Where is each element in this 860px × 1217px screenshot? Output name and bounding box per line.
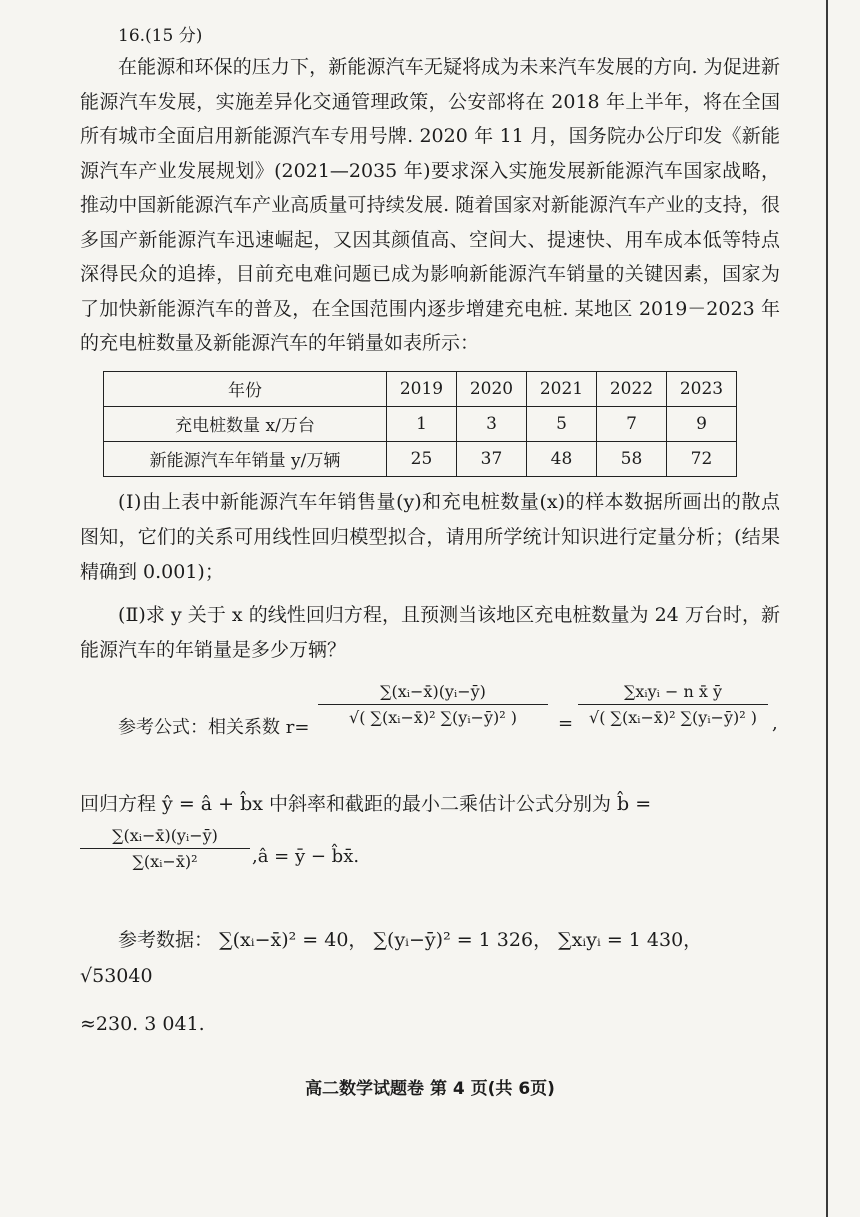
table-cell: 7 <box>597 406 667 441</box>
table-cell: 3 <box>457 406 527 441</box>
fraction-1-denominator: √( ∑(xᵢ−x̄)² ∑(yᵢ−ȳ)² ) <box>349 707 517 727</box>
intercept-formula: ,â = ȳ − b̂x̄. <box>252 845 360 867</box>
table-cell: 9 <box>667 406 737 441</box>
fraction-1-numerator: ∑(xᵢ−x̄)(yᵢ−ȳ) <box>380 681 486 701</box>
question-number: 16.(15 分) <box>118 26 203 46</box>
reference-item: ∑xᵢyᵢ = 1 430， <box>558 928 703 951</box>
table-cell: 1 <box>387 406 457 441</box>
table-cell: 5 <box>527 406 597 441</box>
formula-label: 参考公式：相关系数 r= <box>118 716 310 738</box>
table-cell: 2019 <box>387 371 457 406</box>
data-table <box>103 371 737 477</box>
correlation-formula <box>80 680 780 780</box>
table-cell: 48 <box>527 441 597 476</box>
fraction-bar <box>318 704 548 705</box>
slope-formula <box>80 822 780 904</box>
fraction-2-denominator: √( ∑(xᵢ−x̄)² ∑(yᵢ−ȳ)² ) <box>589 707 757 727</box>
reference-item: ∑(yᵢ−ȳ)² = 1 326， <box>373 928 553 951</box>
slope-denominator: ∑(xᵢ−x̄)² <box>132 851 198 871</box>
regression-text: 回归方程 ŷ = â + b̂x 中斜率和截距的最小二乘估计公式分别为 b̂ = <box>80 792 652 815</box>
reference-label: 参考数据： <box>118 928 214 951</box>
fraction-bar <box>578 704 768 705</box>
binding-margin-line <box>826 0 828 1217</box>
table-cell: 37 <box>457 441 527 476</box>
table-row-label: 新能源汽车年销量 y/万辆 <box>104 441 387 476</box>
equals-sign: = <box>558 712 574 734</box>
table-cell: 72 <box>667 441 737 476</box>
part-two: (Ⅱ)求 y 关于 x 的线性回归方程，且预测当该地区充电桩数量为 24 万台时，新能源汽车的年销量是多少万辆？ <box>80 603 780 661</box>
fraction-2 <box>578 682 768 727</box>
reference-approx: ≈230. 3 041. <box>80 1012 205 1035</box>
part-one: (Ⅰ)由上表中新能源汽车年销售量(y)和充电桩数量(x)的样本数据所画出的散点图知，它们的关系可用线性回归模型拟合，请用所学统计知识进行定量分析；(结果精确到 0.001)； <box>80 490 780 583</box>
formula-comma: , <box>772 712 778 734</box>
table-row <box>104 441 737 476</box>
slope-fraction <box>80 826 250 871</box>
table-cell: 2020 <box>457 371 527 406</box>
fraction-1 <box>318 682 548 727</box>
reference-data <box>80 922 780 994</box>
fraction-bar <box>80 848 250 849</box>
table-cell: 2023 <box>667 371 737 406</box>
table-row <box>104 371 737 406</box>
table-row <box>104 406 737 441</box>
slope-numerator: ∑(xᵢ−x̄)(yᵢ−ȳ) <box>112 825 218 845</box>
reference-item: √53040 <box>80 964 153 987</box>
question-intro: 在能源和环保的压力下，新能源汽车无疑将成为未来汽车发展的方向. 为促进新能源汽车发展，实施差异化交通管理政策，公安部将在 2018 年上半年，将在全国所有城市全面启用新能源汽车专用号牌. 2020 年 11 月，国务院办公厅印发《新能源汽车产业发展规划》(2021—2035 年)要求深入实施发展新能源汽车国家战略，推动中国新能源汽车产业高质量可持续发展. 随着国家对新能源汽车产业的支持，很多国产新能源汽车迅速崛起，又因其颜值高、空间大、提速快、用车成本低等特点深得民众的追捧，目前充电难问题已成为影响新能源汽车销量的关键因素，国家为了加快新能源汽车的普及，在全国范围内逐步增建充电桩. 某地区 2019－2023 年的充电桩数量及新能源汽车的年销量如表所示： <box>80 56 780 354</box>
table-cell: 25 <box>387 441 457 476</box>
table-row-label: 充电桩数量 x/万台 <box>104 406 387 441</box>
page-footer: 高二数学试题卷 第 4 页(共 6页) <box>305 1079 555 1099</box>
table-cell: 2022 <box>597 371 667 406</box>
question-content <box>80 22 780 1042</box>
table-cell: 2021 <box>527 371 597 406</box>
fraction-2-numerator: ∑xᵢyᵢ − n x̄ ȳ <box>623 681 723 701</box>
reference-item: ∑(xᵢ−x̄)² = 40， <box>219 928 368 951</box>
table-header-label: 年份 <box>104 371 387 406</box>
table-cell: 58 <box>597 441 667 476</box>
